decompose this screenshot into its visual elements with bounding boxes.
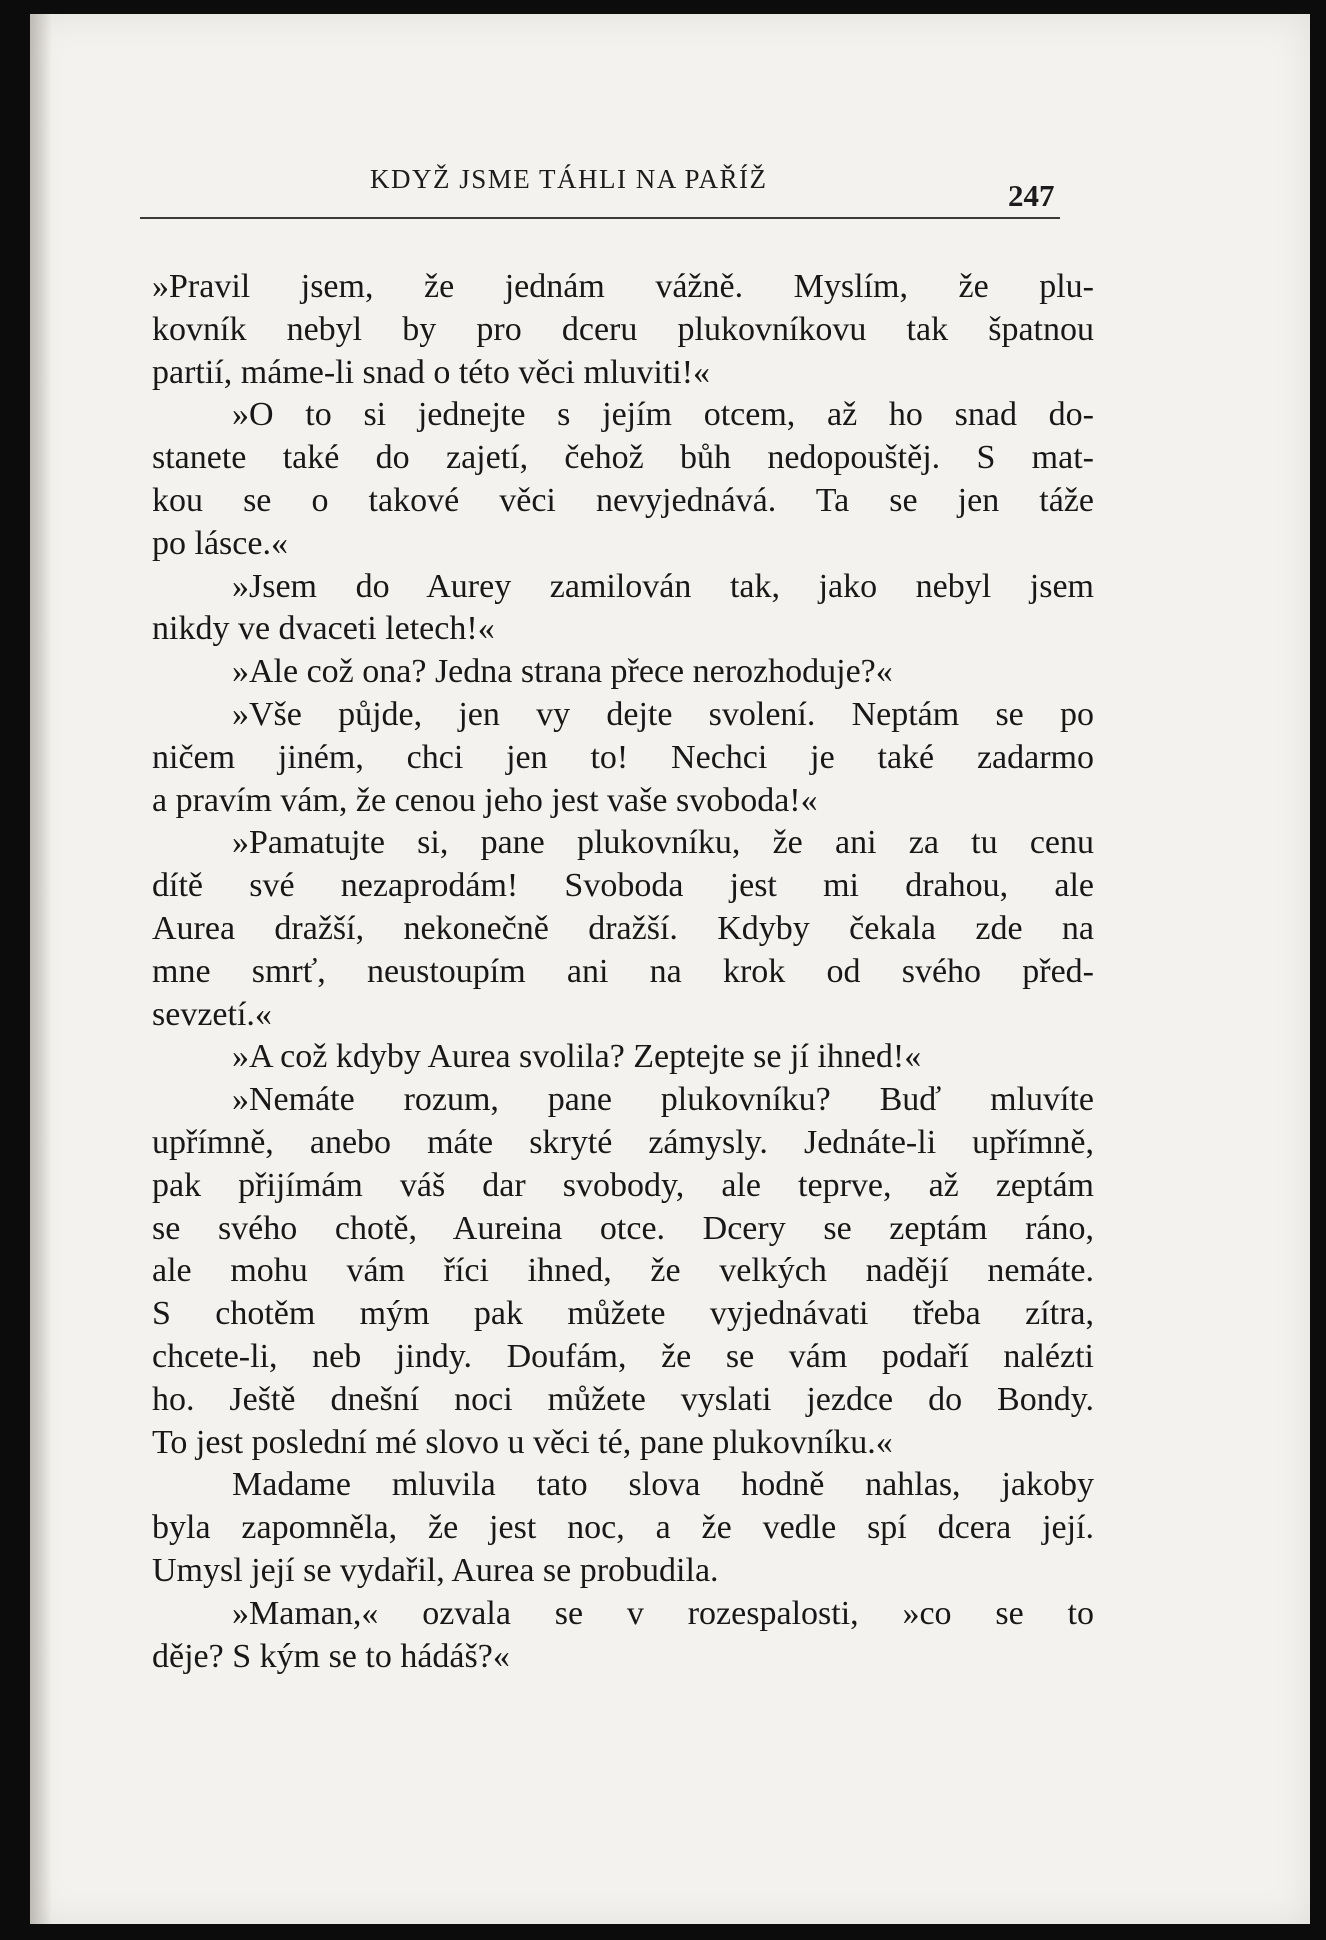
text-line: »Pravil jsem, že jednám vážně. Myslím, že plu- bbox=[152, 268, 1094, 305]
text-line: chcete-li, neb jindy. Doufám, že se vám podaří nalézti bbox=[152, 1337, 1094, 1375]
text-line: po lásce.« bbox=[152, 524, 288, 562]
text-line: mne smrť, neustoupím ani na krok od svého před- bbox=[152, 952, 1094, 990]
text-line: dítě své nezaprodám! Svoboda jest mi drahou, ale bbox=[152, 867, 1094, 905]
text-line: ale mohu vám říci ihned, že velkých nadějí nemáte. bbox=[152, 1252, 1094, 1290]
text-line: sevzetí.« bbox=[152, 995, 272, 1033]
text-line: »A což kdyby Aurea svolila? Zeptejte se jí ihned!« bbox=[232, 1038, 922, 1076]
text-line: »Pamatujte si, pane plukovníku, že ani za tu cenu bbox=[232, 824, 1094, 862]
text-line: byla zapomněla, že jest noc, a že vedle spí dcera její. bbox=[152, 1509, 1094, 1547]
text-line: a pravím vám, že cenou jeho jest vaše svoboda!« bbox=[152, 781, 818, 819]
text-line: Aurea dražší, nekonečně dražší. Kdyby čekala zde na bbox=[152, 909, 1094, 947]
header-rule bbox=[140, 217, 1060, 219]
text-line: »Maman,« ozvala se v rozespalosti, »co se to bbox=[232, 1594, 1094, 1632]
text-line: »O to si jednejte s jejím otcem, až ho snad do- bbox=[232, 396, 1094, 434]
text-line: To jest poslední mé slovo u věci té, pane plukovníku.« bbox=[152, 1423, 893, 1461]
text-line: partií, máme-li snad o této věci mluviti!« bbox=[152, 353, 711, 391]
text-line: Umysl její se vydařil, Aurea se probudila. bbox=[152, 1551, 719, 1589]
text-line: upřímně, anebo máte skryté zámysly. Jednáte-li upřímně, bbox=[152, 1123, 1094, 1161]
text-line: Madame mluvila tato slova hodně nahlas, jakoby bbox=[232, 1466, 1094, 1504]
text-line: »Vše půjde, jen vy dejte svolení. Neptám se po bbox=[232, 695, 1094, 733]
page-number: 247 bbox=[1008, 178, 1055, 213]
text-line: ho. Ještě dnešní noci můžete vyslati jezdce do Bondy. bbox=[152, 1380, 1094, 1418]
text-line: »Jsem do Aurey zamilován tak, jako nebyl jsem bbox=[232, 567, 1094, 605]
text-line: stanete také do zajetí, čehož bůh nedopouštěj. S mat- bbox=[152, 439, 1094, 477]
text-line: se svého chotě, Aureina otce. Dcery se zeptám ráno, bbox=[152, 1209, 1094, 1247]
book-page bbox=[30, 14, 1310, 1924]
text-line: »Nemáte rozum, pane plukovníku? Buď mluvíte bbox=[232, 1081, 1094, 1119]
text-line: nikdy ve dvaceti letech!« bbox=[152, 610, 495, 648]
body-text bbox=[152, 266, 1094, 1678]
text-line: kovník nebyl by pro dceru plukovníkovu tak špatnou bbox=[152, 310, 1094, 348]
text-line: ničem jiném, chci jen to! Nechci je také zadarmo bbox=[152, 738, 1094, 776]
text-line: kou se o takové věci nevyjednává. Ta se jen táže bbox=[152, 481, 1094, 519]
running-head: KDYŽ JSME TÁHLI NA PAŘÍŽ bbox=[370, 164, 768, 194]
text-line: S chotěm mým pak můžete vyjednávati třeba zítra, bbox=[152, 1295, 1094, 1333]
text-line: děje? S kým se to hádáš?« bbox=[152, 1637, 510, 1675]
text-line: pak přijímám váš dar svobody, ale teprve, až zeptám bbox=[152, 1166, 1094, 1204]
text-line: »Ale což ona? Jedna strana přece nerozhoduje?« bbox=[232, 653, 893, 691]
